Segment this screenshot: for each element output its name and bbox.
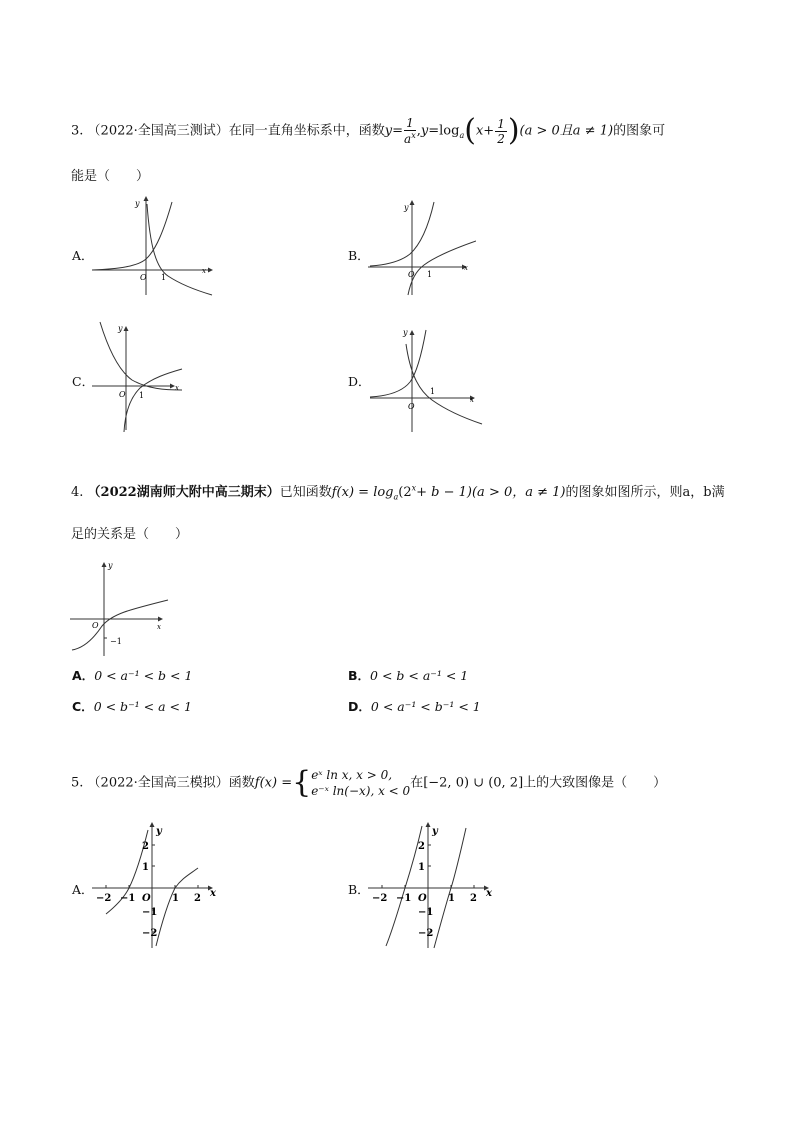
axis-x-label: x bbox=[464, 264, 468, 272]
tick-x-2: 2 bbox=[194, 893, 201, 904]
q4-lead: 已知函数 bbox=[279, 485, 332, 500]
q3-inner-x: x bbox=[475, 123, 484, 139]
tick-y-minus2: −2 bbox=[418, 928, 434, 939]
q4-graph bbox=[68, 558, 178, 658]
tick-one: 1 bbox=[430, 387, 436, 396]
tick-x-minus2: −2 bbox=[372, 893, 388, 904]
q3-half-den: 2 bbox=[497, 131, 505, 146]
axis-y-label: y bbox=[432, 826, 438, 837]
origin-label: O bbox=[142, 893, 151, 904]
exp-curve bbox=[370, 202, 434, 266]
q3-option-c-label: C． bbox=[72, 374, 95, 389]
q4-log-base: a bbox=[393, 492, 399, 502]
axis-x-label: x bbox=[486, 888, 492, 899]
q4-line2: 足的关系是（ ） bbox=[71, 527, 189, 542]
q5-piece2: e⁻ˣ ln(−x), x < 0 bbox=[311, 784, 411, 798]
q3-graph-a bbox=[90, 196, 215, 296]
q3-frac-1-over-ax bbox=[404, 117, 416, 145]
q3-frac-num: 1 bbox=[404, 117, 416, 131]
origin-label: O bbox=[418, 893, 427, 904]
axis-x-label: x bbox=[157, 623, 161, 631]
origin-label: O bbox=[119, 390, 126, 399]
q3-condition: (a > 0且a ≠ 1) bbox=[519, 123, 614, 139]
tick-y-2: 2 bbox=[142, 841, 149, 852]
q3-half-num: 1 bbox=[497, 116, 505, 131]
axis-x-label: x bbox=[202, 267, 206, 275]
q5-piece1: eˣ ln x, x > 0, bbox=[311, 767, 393, 782]
q4-option-c-label: C． bbox=[72, 699, 94, 714]
q3-lead: 在同一直角坐标系中，函数 bbox=[228, 123, 385, 139]
q4-option-d-label: D． bbox=[348, 699, 371, 714]
q4-line1 bbox=[71, 481, 725, 502]
q5-piecewise bbox=[311, 767, 410, 799]
q5-tail: 上的大致图像是（ ） bbox=[523, 775, 667, 791]
tick-x-2: 2 bbox=[470, 893, 477, 904]
q4-func: f(x) = log bbox=[331, 485, 394, 500]
q5-line1 bbox=[71, 760, 666, 806]
q3-graph-d bbox=[366, 322, 486, 434]
q3-y2: y bbox=[420, 123, 429, 139]
q3-graph-b bbox=[366, 196, 476, 296]
q5-source: （2022·全国高三模拟） bbox=[87, 775, 229, 791]
q4-option-d[interactable] bbox=[348, 697, 481, 715]
minus-one-label: −1 bbox=[110, 637, 122, 646]
q3-tail: 的图象可 bbox=[613, 123, 666, 139]
q5-graph-a bbox=[90, 822, 220, 950]
axis-y-label: y bbox=[108, 561, 113, 570]
origin-label: O bbox=[408, 270, 415, 279]
log-curve bbox=[406, 344, 482, 424]
q4-option-a-text: 0 < a⁻¹ < b < 1 bbox=[94, 668, 193, 683]
left-branch bbox=[386, 826, 422, 946]
q3-eq: = bbox=[392, 123, 404, 139]
axis-y-label: y bbox=[135, 199, 140, 208]
q4-option-b[interactable] bbox=[348, 666, 468, 684]
q3-rparen: ) bbox=[507, 113, 520, 148]
q3-frac-den-x: x bbox=[411, 131, 416, 140]
tick-y-minus2: −2 bbox=[142, 928, 158, 939]
tick-y-1: 1 bbox=[418, 862, 425, 873]
tick-x-1: 1 bbox=[172, 893, 179, 904]
q4-tail: 的图象如图所示，则a，b满 bbox=[565, 485, 725, 500]
tick-y-minus1: −1 bbox=[418, 907, 434, 918]
q4-option-c[interactable] bbox=[72, 697, 192, 715]
log-curve bbox=[147, 204, 212, 295]
axis-x-label: x bbox=[210, 888, 216, 899]
q4-option-a[interactable] bbox=[72, 666, 192, 684]
axis-y-label: y bbox=[118, 324, 123, 333]
tick-one: 1 bbox=[161, 273, 167, 282]
axis-y-label: y bbox=[156, 826, 162, 837]
axis-y-label: y bbox=[403, 328, 408, 337]
q4-source: （2022湖南师大附中高三期末） bbox=[87, 485, 280, 500]
axis-y-label: y bbox=[404, 203, 409, 212]
tick-one: 1 bbox=[139, 391, 145, 400]
origin-label: O bbox=[140, 273, 147, 282]
q5-domain: [−2, 0) ∪ (0, 2] bbox=[423, 775, 524, 791]
right-branch bbox=[156, 868, 198, 946]
q3-eq2: = bbox=[428, 123, 440, 139]
q3-y1: y bbox=[384, 123, 393, 139]
q3-option-b-label: B． bbox=[348, 248, 370, 263]
tick-x-minus2: −2 bbox=[96, 893, 112, 904]
q5-lead: 函数 bbox=[228, 775, 255, 791]
q3-frac-half bbox=[495, 118, 507, 145]
q5-number: 5. bbox=[71, 775, 84, 791]
q5-graph-b bbox=[366, 822, 498, 950]
tick-one: 1 bbox=[427, 270, 433, 279]
q3-line2: 能是（ ） bbox=[71, 169, 150, 184]
tick-x-minus1: −1 bbox=[396, 893, 412, 904]
q5-option-b-label: B． bbox=[348, 882, 370, 897]
q3-log-base: a bbox=[459, 131, 465, 141]
q3-option-a-label: A． bbox=[72, 248, 94, 263]
exp-curve bbox=[100, 322, 182, 390]
q4-number: 4. bbox=[71, 485, 84, 500]
tick-y-minus1: −1 bbox=[142, 907, 158, 918]
q3-plus: + bbox=[483, 123, 495, 139]
tick-x-minus1: −1 bbox=[120, 893, 136, 904]
q4-exp-x: x bbox=[411, 483, 417, 493]
q5-brace: { bbox=[292, 765, 312, 800]
tick-x-1: 1 bbox=[448, 893, 455, 904]
origin-label: O bbox=[92, 621, 99, 630]
q3-log: log bbox=[439, 123, 460, 139]
q3-source: （2022·全国高三测试） bbox=[87, 123, 229, 139]
q4-option-c-text: 0 < b⁻¹ < a < 1 bbox=[93, 699, 192, 714]
q4-func-rest: + b − 1)(a > 0，a ≠ 1) bbox=[416, 485, 566, 500]
origin-label: O bbox=[408, 402, 415, 411]
q3-option-d-label: D． bbox=[348, 374, 371, 389]
q3-lparen: ( bbox=[464, 113, 476, 148]
q4-option-a-label: A． bbox=[72, 668, 95, 683]
log-curve bbox=[124, 369, 182, 432]
q3-frac-den-a: a bbox=[404, 132, 412, 146]
tick-y-1: 1 bbox=[142, 862, 149, 873]
q5-func: f(x) = bbox=[254, 775, 293, 791]
q5-option-a-label: A． bbox=[72, 882, 94, 897]
tick-y-2: 2 bbox=[418, 841, 425, 852]
q4-func-args: (2 bbox=[398, 485, 412, 500]
axis-x-label: x bbox=[470, 396, 474, 404]
q4-option-b-label: B． bbox=[348, 668, 371, 683]
exp-curve bbox=[92, 202, 172, 270]
q4-option-b-text: 0 < b < a⁻¹ < 1 bbox=[370, 668, 469, 683]
axis-x-label: x bbox=[175, 384, 179, 392]
q5-domain-pre: 在 bbox=[410, 775, 424, 791]
q4-option-d-text: 0 < a⁻¹ < b⁻¹ < 1 bbox=[370, 699, 481, 714]
q3-comma: , bbox=[416, 123, 421, 139]
q3-line1 bbox=[71, 113, 666, 148]
q3-number: 3. bbox=[71, 123, 84, 139]
exp-curve bbox=[370, 330, 426, 397]
q3-graph-c bbox=[90, 318, 190, 433]
